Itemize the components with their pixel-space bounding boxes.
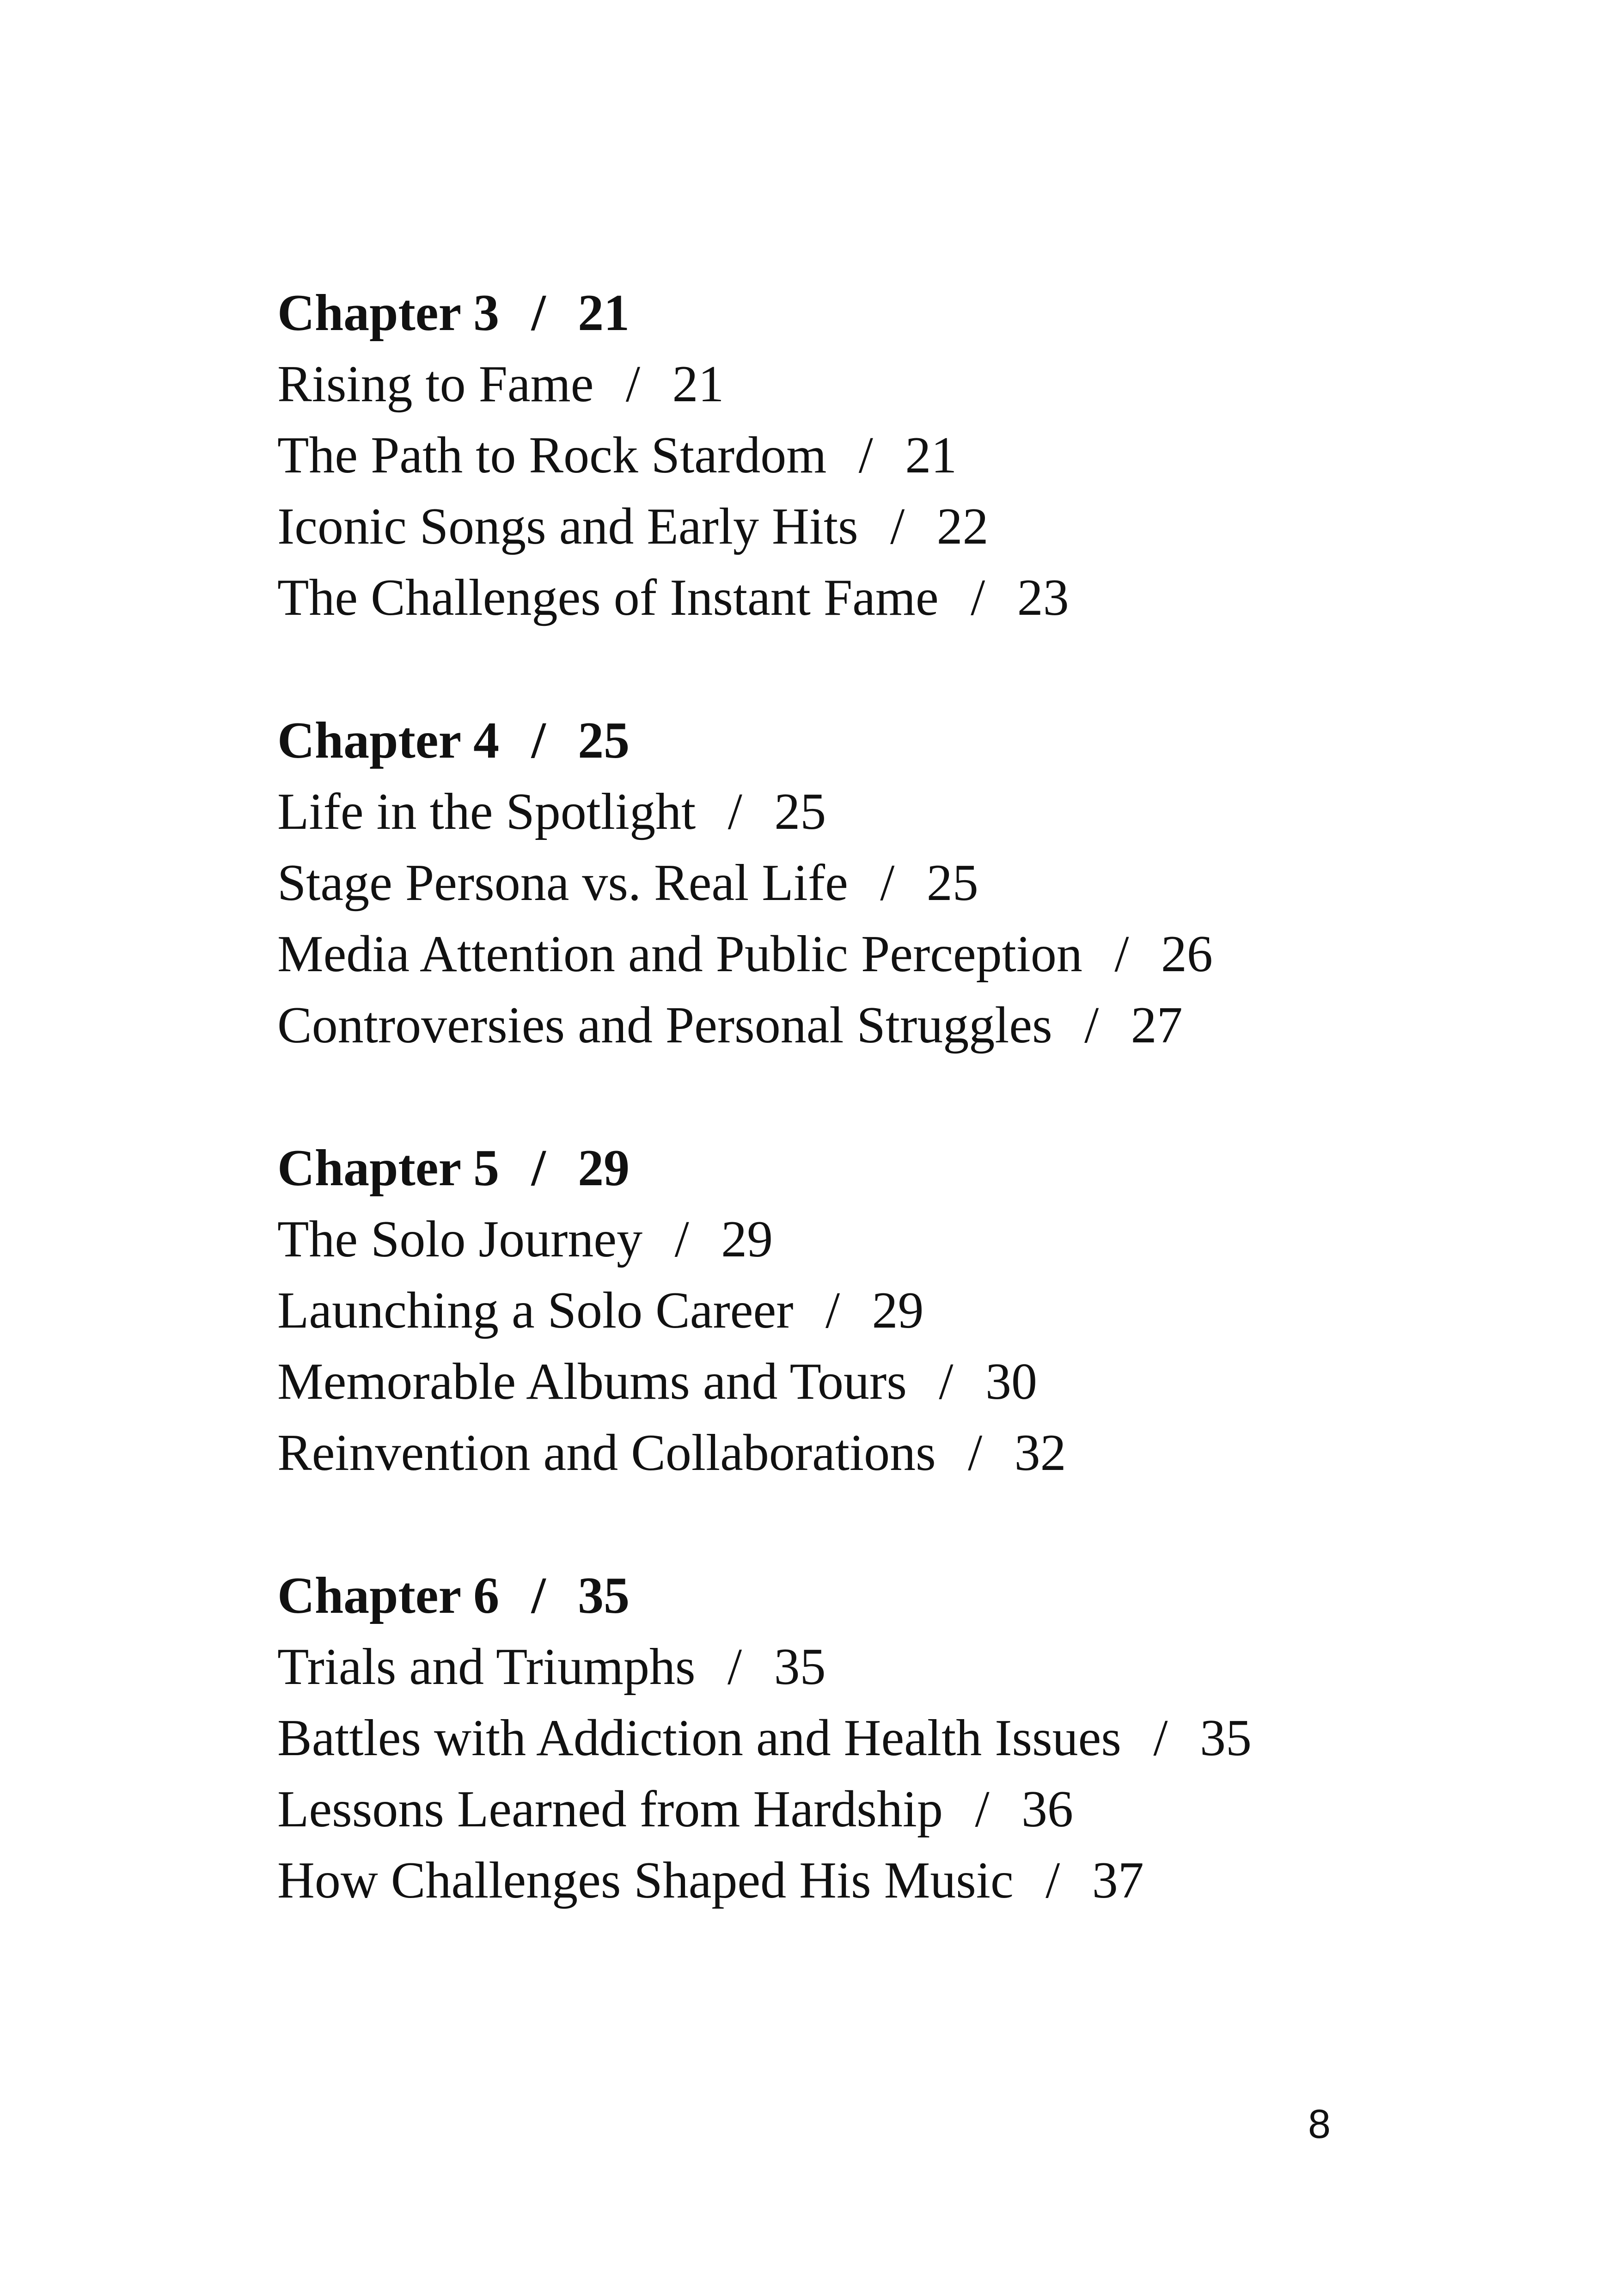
entry-page-number: 32 — [1014, 1424, 1066, 1482]
separator: / — [1045, 1852, 1060, 1909]
chapter-heading — [277, 277, 1479, 349]
separator: / — [674, 1211, 689, 1268]
separator: / — [858, 427, 873, 484]
page-number: 8 — [1308, 2101, 1331, 2147]
separator: / — [531, 284, 546, 342]
toc-entry — [277, 1417, 1479, 1488]
entry-title: Battles with Addiction and Health Issues — [277, 1709, 1121, 1767]
separator: / — [728, 783, 742, 840]
entry-title: Life in the Spotlight — [277, 783, 696, 840]
separator: / — [531, 1567, 546, 1624]
chapter-title: Chapter 5 — [277, 1139, 500, 1197]
entry-title: Stage Persona vs. Real Life — [277, 854, 848, 912]
entry-title: Reinvention and Collaborations — [277, 1424, 936, 1482]
separator: / — [531, 712, 546, 769]
entry-page-number: 29 — [721, 1211, 773, 1268]
chapter-5-section — [277, 1133, 1479, 1488]
entry-page-number: 35 — [1199, 1709, 1252, 1767]
toc-entry — [277, 562, 1479, 633]
chapter-title: Chapter 4 — [277, 712, 500, 769]
separator: / — [975, 1781, 990, 1838]
entry-page-number: 25 — [926, 854, 978, 912]
toc-entry — [277, 990, 1479, 1061]
entry-title: Trials and Triumphs — [277, 1638, 696, 1696]
separator: / — [880, 854, 895, 912]
toc-entry — [277, 1204, 1479, 1275]
entry-title: The Solo Journey — [277, 1211, 643, 1268]
entry-page-number: 27 — [1131, 997, 1183, 1054]
entry-title: Lessons Learned from Hardship — [277, 1781, 943, 1838]
entry-title: The Path to Rock Stardom — [277, 427, 827, 484]
entry-page-number: 26 — [1161, 925, 1213, 983]
toc-entry — [277, 349, 1479, 420]
separator: / — [728, 1638, 742, 1696]
chapter-page-number: 25 — [578, 712, 630, 769]
separator: / — [625, 355, 641, 413]
chapter-page-number: 29 — [578, 1139, 630, 1197]
entry-title: Rising to Fame — [277, 355, 594, 413]
entry-page-number: 21 — [905, 427, 957, 484]
entry-page-number: 23 — [1017, 569, 1069, 626]
toc-entry — [277, 918, 1479, 990]
chapter-page-number: 21 — [578, 284, 630, 342]
entry-page-number: 22 — [936, 498, 989, 555]
chapter-title: Chapter 3 — [277, 284, 500, 342]
toc-entry — [277, 491, 1479, 562]
entry-page-number: 35 — [774, 1638, 826, 1696]
entry-title: The Challenges of Instant Fame — [277, 569, 939, 626]
separator: / — [1084, 997, 1099, 1054]
entry-page-number: 30 — [985, 1353, 1037, 1410]
entry-title: Memorable Albums and Tours — [277, 1353, 907, 1410]
chapter-4-section — [277, 705, 1479, 1061]
entry-title: Controversies and Personal Struggles — [277, 997, 1052, 1054]
toc-entry — [277, 1702, 1479, 1774]
chapter-page-number: 35 — [578, 1567, 630, 1624]
toc-entry — [277, 1631, 1479, 1702]
chapter-6-section — [277, 1560, 1479, 1916]
chapter-heading — [277, 1560, 1479, 1631]
separator: / — [825, 1282, 840, 1339]
chapter-heading — [277, 1133, 1479, 1204]
separator: / — [939, 1353, 954, 1410]
entry-title: Launching a Solo Career — [277, 1282, 794, 1339]
entry-page-number: 21 — [672, 355, 724, 413]
entry-page-number: 25 — [774, 783, 826, 840]
entry-title: Media Attention and Public Perception — [277, 925, 1082, 983]
toc-entry — [277, 1346, 1479, 1417]
separator: / — [1153, 1709, 1168, 1767]
separator: / — [531, 1139, 546, 1197]
toc-entry — [277, 847, 1479, 918]
entry-title: Iconic Songs and Early Hits — [277, 498, 858, 555]
table-of-contents — [277, 277, 1479, 1988]
toc-entry — [277, 1275, 1479, 1346]
toc-entry — [277, 1845, 1479, 1916]
separator: / — [890, 498, 905, 555]
chapter-title: Chapter 6 — [277, 1567, 500, 1624]
entry-page-number: 29 — [872, 1282, 924, 1339]
toc-entry — [277, 420, 1479, 491]
chapter-3-section — [277, 277, 1479, 633]
separator: / — [1114, 925, 1129, 983]
entry-page-number: 37 — [1092, 1852, 1144, 1909]
toc-entry — [277, 776, 1479, 847]
chapter-heading — [277, 705, 1479, 776]
separator: / — [971, 569, 985, 626]
toc-entry — [277, 1774, 1479, 1845]
entry-page-number: 36 — [1021, 1781, 1074, 1838]
separator: / — [968, 1424, 983, 1482]
entry-title: How Challenges Shaped His Music — [277, 1852, 1014, 1909]
